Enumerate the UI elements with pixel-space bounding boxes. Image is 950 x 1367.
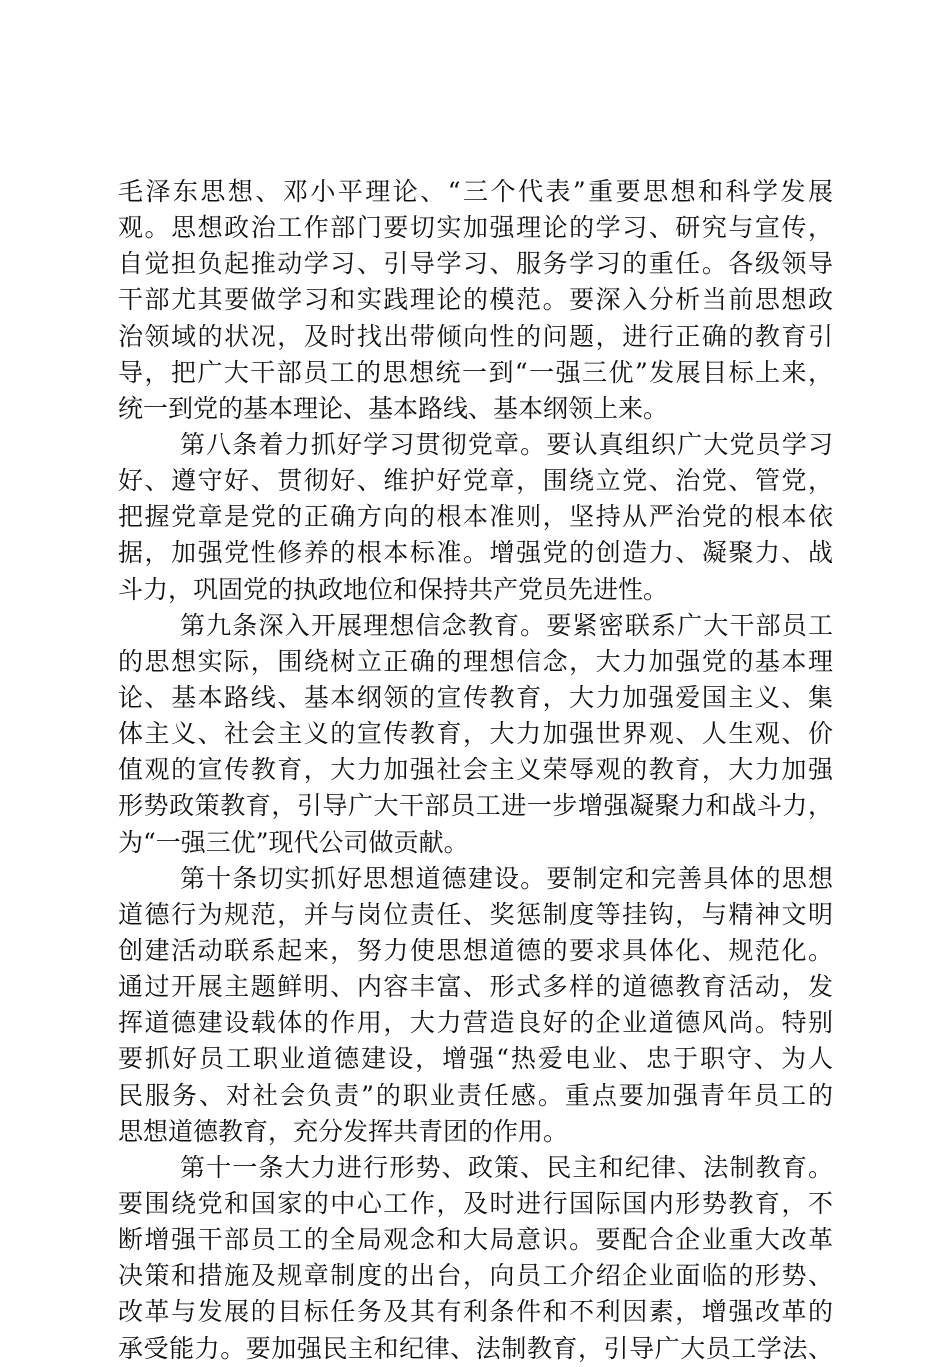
text-line: 民服务、对社会负责”的职业责任感。重点要加强青年员工的 (118, 1080, 833, 1110)
text-line: 的思想实际，围绕树立正确的理想信念，大力加强党的基本理 (118, 646, 833, 676)
text-line: 毛泽东思想、邓小平理论、“三个代表”重要思想和科学发展 (118, 177, 833, 206)
text-line: 把握党章是党的正确方向的根本准则，坚持从严治党的根本依 (118, 502, 833, 532)
text-line: 要抓好员工职业道德建设，增强“热爱电业、忠于职守、为人 (118, 1044, 833, 1074)
text-line: 观。思想政治工作部门要切实加强理论的学习、研究与宣传， (118, 213, 833, 243)
text-line: 据，加强党性修养的根本标准。增强党的创造力、凝聚力、战 (118, 538, 833, 568)
text-line: 治领域的状况，及时找出带倾向性的问题，进行正确的教育引 (118, 321, 833, 351)
text-line: 形势政策教育，引导广大干部员工进一步增强凝聚力和战斗力， (118, 791, 833, 821)
text-line: 挥道德建设载体的作用，大力营造良好的企业道德风尚。特别 (118, 1008, 833, 1038)
paragraph-article-11 (118, 1150, 833, 1367)
text-line: 第九条深入开展理想信念教育。要紧密联系广大干部员工 (180, 610, 833, 640)
text-line: 导，把广大干部员工的思想统一到“一强三优”发展目标上来， (118, 357, 833, 387)
text-line: 干部尤其要做学习和实践理论的模范。要深入分析当前思想政 (118, 285, 833, 315)
text-line: 为“一强三优”现代公司做贡献。 (118, 827, 469, 857)
text-line: 要围绕党和国家的中心工作，及时进行国际国内形势教育，不 (118, 1188, 833, 1218)
paragraph-1 (118, 174, 833, 427)
text-line: 道德行为规范，并与岗位责任、奖惩制度等挂钩，与精神文明 (118, 899, 833, 929)
text-line: 思想道德教育，充分发挥共青团的作用。 (118, 1116, 569, 1146)
text-line: 论、基本路线、基本纲领的宣传教育，大力加强爱国主义、集 (118, 682, 833, 712)
text-line: 改革与发展的目标任务及其有利条件和不利因素，增强改革的 (118, 1297, 833, 1327)
text-line: 统一到党的基本理论、基本路线、基本纲领上来。 (118, 393, 669, 423)
text-line: 决策和措施及规章制度的出台，向员工介绍企业面临的形势、 (118, 1261, 833, 1291)
paragraph-article-8 (118, 427, 833, 608)
text-line: 通过开展主题鲜明、内容丰富、形式多样的道德教育活动，发 (118, 972, 833, 1002)
text-line: 自觉担负起推动学习、引导学习、服务学习的重任。各级领导 (118, 249, 833, 279)
document-body (118, 174, 833, 1367)
text-line: 好、遵守好、贯彻好、维护好党章，围绕立党、治党、管党， (118, 466, 833, 496)
text-line: 承受能力。要加强民主和纪律、法制教育，引导广大员工学法、 (118, 1333, 833, 1363)
text-line: 第十条切实抓好思想道德建设。要制定和完善具体的思想 (180, 863, 833, 893)
text-line: 值观的宣传教育，大力加强社会主义荣辱观的教育，大力加强 (118, 755, 833, 785)
text-line: 创建活动联系起来，努力使思想道德的要求具体化、规范化。 (118, 935, 833, 965)
text-line: 断增强干部员工的全局观念和大局意识。要配合企业重大改革 (118, 1225, 833, 1255)
paragraph-article-10 (118, 861, 833, 1150)
text-line: 第十一条大力进行形势、政策、民主和纪律、法制教育。 (180, 1152, 833, 1182)
text-line: 体主义、社会主义的宣传教育，大力加强世界观、人生观、价 (118, 719, 833, 749)
text-line: 斗力，巩固党的执政地位和保持共产党员先进性。 (118, 574, 669, 604)
paragraph-article-9 (118, 608, 833, 861)
text-line: 第八条着力抓好学习贯彻党章。要认真组织广大党员学习 (180, 429, 833, 459)
